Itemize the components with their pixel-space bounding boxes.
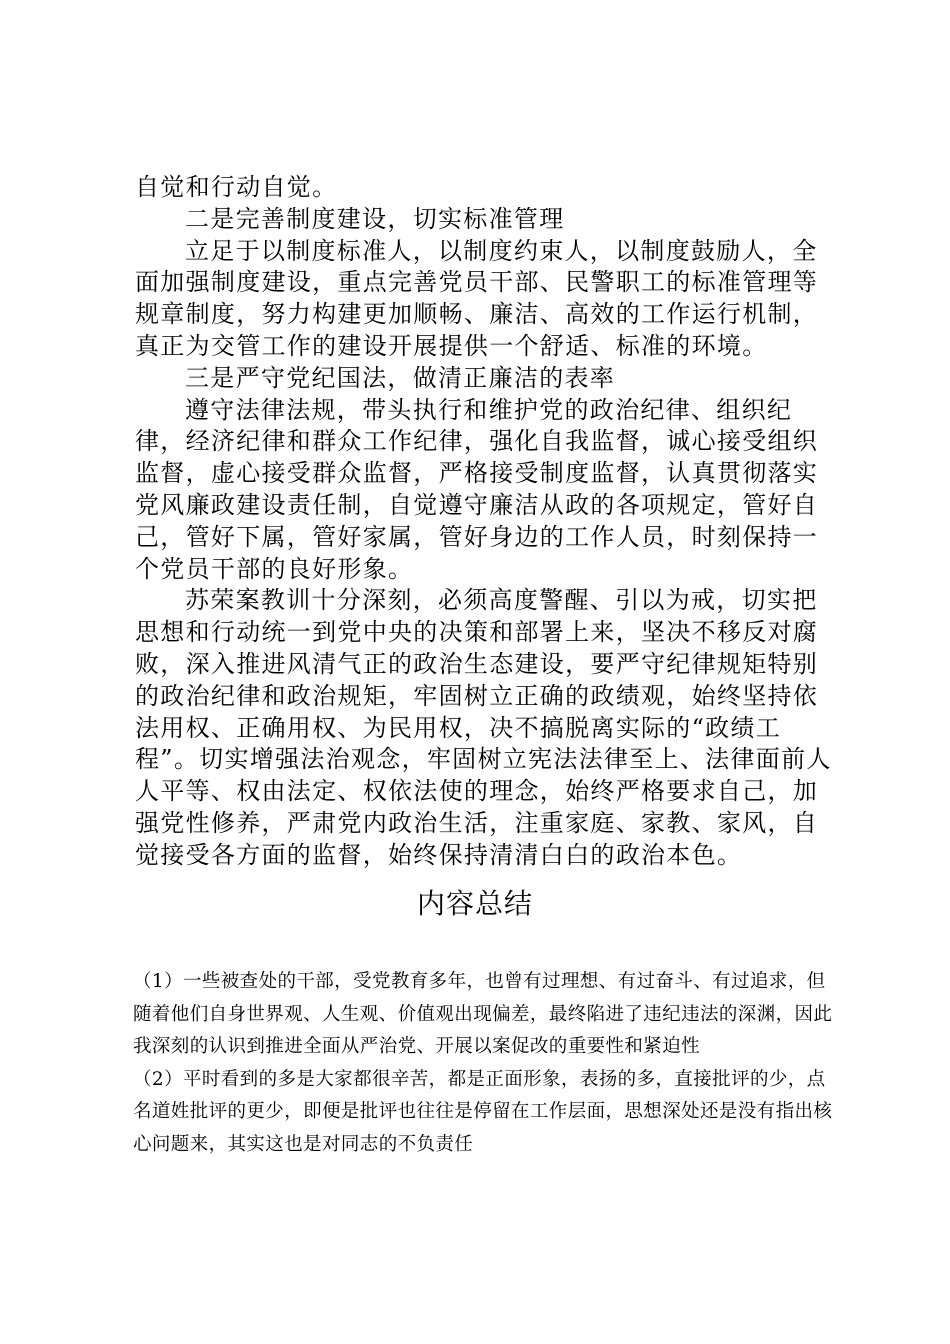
document-body bbox=[135, 172, 835, 872]
summary-title: 内容总结 bbox=[416, 887, 533, 920]
section-heading: 三是严守党纪国法，做清正廉洁的表率 bbox=[185, 363, 616, 392]
section-heading: 二是完善制度建设，切实标准管理 bbox=[185, 204, 565, 233]
summary-item: （1）一些被查处的干部，受党教育多年，也曾有过理想、有过奋斗、有过追求，但随着他们自身世界观、人生观、价值观出现偏差，最终陷进了违纪违法的深渊，因此我深刻的认识到推进全面从严治党、开展以案促改的重要性和紧迫性 bbox=[133, 971, 833, 1057]
paragraph: 自觉和行动自觉。 bbox=[135, 173, 338, 201]
summary-item: （2）平时看到的多是大家都很辛苦，都是正面形象，表扬的多，直接批评的少，点名道姓批评的更少，即便是批评也往往是停留在工作层面，思想深处还是没有指出核心问题来，其实这也是对同志的不负责任 bbox=[133, 1068, 833, 1155]
paragraph: 遵守法律法规，带头执行和维护党的政治纪律、组织纪律，经济纪律和群众工作纪律，强化自我监督，诚心接受组织监督，虚心接受群众监督，严格接受制度监督，认真贯彻落实党风廉政建设责任制，自觉遵守廉洁从政的各项规定，管好自己，管好下属，管好家属，管好身边的工作人员，时刻保持一个党员干部的良好形象。 bbox=[135, 395, 819, 583]
summary-section bbox=[133, 966, 833, 1161]
paragraph: 苏荣案教训十分深刻，必须高度警醒、引以为戒，切实把思想和行动统一到党中央的决策和部署上来，坚决不移反对腐败，深入推进风清气正的政治生态建设，要严守纪律规矩特别的政治纪律和政治规矩，牢固树立正确的政绩观，始终坚持依法用权、正确用权、为民用权，决不搞脱离实际的“政绩工程”。切实增强法治观念，牢固树立宪法法律至上、法律面前人人平等、权由法定、权依法使的理念，始终严格要求自己，加强党性修养，严肃党内政治生活，注重家庭、家教、家风，自觉接受各方面的监督，始终保持清清白白的政治本色。 bbox=[135, 586, 832, 869]
paragraph: 立足于以制度标准人，以制度约束人，以制度鼓励人，全面加强制度建设，重点完善党员干部、民警职工的标准管理等规章制度，努力构建更加顺畅、廉洁、高效的工作运行机制，真正为交管工作的建设开展提供一个舒适、标准的环境。 bbox=[135, 236, 819, 360]
